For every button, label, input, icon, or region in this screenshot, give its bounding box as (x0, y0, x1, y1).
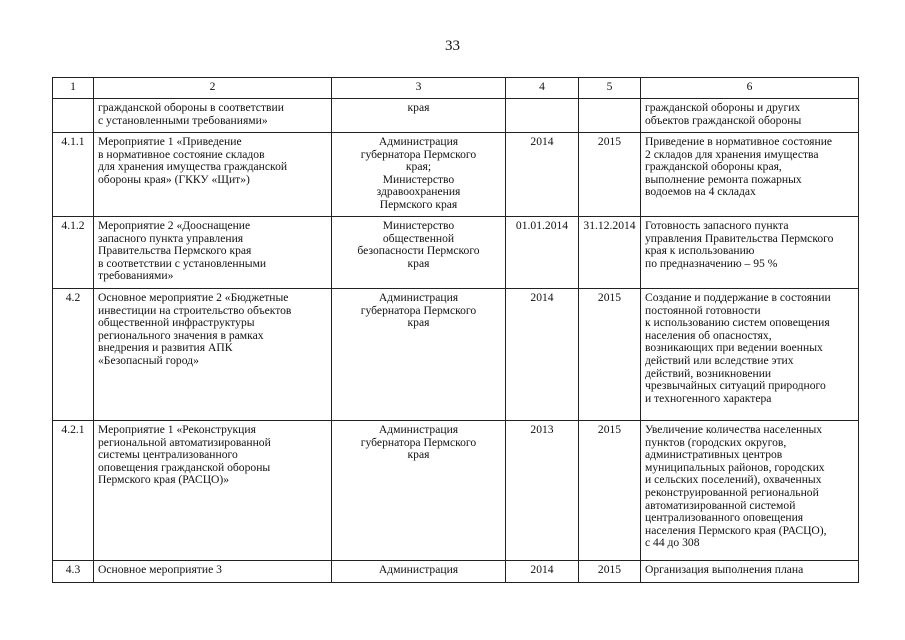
start-date-cell: 2014 (506, 561, 579, 583)
name-line: гражданской обороны в соответствии (98, 101, 284, 114)
expected-result-cell (641, 217, 859, 289)
measure-name-cell (94, 99, 332, 133)
result-line: возникающих при ведении военных (645, 341, 823, 355)
page-number: 33 (445, 38, 460, 54)
name-line: Пермского края (РАСЦО)» (98, 473, 230, 487)
executor-cell (332, 561, 506, 583)
executor-cell (332, 421, 506, 561)
result-line: Организация выполнения плана (645, 563, 804, 576)
executor-line: края (407, 448, 430, 462)
expected-result-cell (641, 421, 859, 561)
start-date-cell: 2014 (506, 133, 579, 217)
measure-number-cell: 4.2.1 (53, 421, 94, 561)
result-line: 2 складов для хранения имущества (645, 147, 819, 161)
program-measures-table (52, 77, 859, 583)
header-cell-3: 3 (332, 78, 506, 99)
name-line: общественной инфраструктуры (98, 316, 255, 330)
table-row (53, 133, 859, 217)
executor-line: общественной (382, 231, 455, 245)
result-line: населения об опасностях, (645, 328, 772, 342)
result-line: автоматизированной системой (645, 498, 796, 512)
name-line: «Безопасный город» (98, 353, 199, 367)
result-line: действий или вследствие этих (645, 353, 794, 367)
executor-line: Администрация (378, 291, 459, 304)
name-line: инвестиции на строительство объектов (98, 303, 292, 317)
expected-result-cell (641, 133, 859, 217)
name-line: Основное мероприятие 3 (98, 563, 222, 576)
table-row (53, 289, 859, 421)
result-line: пунктов (городских округов, (645, 435, 787, 449)
executor-line: Министерство (382, 172, 455, 186)
header-cell-5: 5 (579, 78, 641, 99)
end-date-cell: 31.12.2014 (579, 217, 641, 289)
result-line: населения Пермского края (РАСЦО), (645, 523, 827, 537)
result-line: чрезвычайных ситуаций природного (645, 379, 826, 393)
measure-name-cell (94, 561, 332, 583)
name-line: обороны края» (ГККУ «Щит») (98, 172, 250, 186)
result-line: с 44 до 308 (645, 536, 700, 550)
result-line: административных центров (645, 448, 783, 462)
result-line: централизованного оповещения (645, 511, 804, 525)
measure-number-cell (53, 99, 94, 133)
measure-number-cell: 4.1.2 (53, 217, 94, 289)
executor-line: губернатора Пермского (360, 147, 477, 161)
result-line: и сельских поселений), охваченных (645, 473, 822, 487)
table-row (53, 217, 859, 289)
result-line: водоемов на 4 складах (645, 185, 756, 199)
table-row (53, 561, 859, 583)
executor-line: губернатора Пермского (360, 435, 477, 449)
end-date-cell (579, 99, 641, 133)
expected-result-cell (641, 561, 859, 583)
executor-cell (332, 217, 506, 289)
header-cell-4: 4 (506, 78, 579, 99)
measure-number-cell: 4.2 (53, 289, 94, 421)
result-line: Создание и поддержание в состоянии (645, 291, 831, 304)
start-date-cell: 2014 (506, 289, 579, 421)
name-line: регионального значения в рамках (98, 328, 264, 342)
start-date-cell: 01.01.2014 (506, 217, 579, 289)
name-line: системы централизованного (98, 448, 238, 462)
result-line: объектов гражданской обороны (645, 113, 802, 127)
result-line: управления Правительства Пермского (645, 231, 834, 245)
name-line: внедрения и развития АПК (98, 341, 233, 355)
end-date-cell: 2015 (579, 289, 641, 421)
executor-line: здравоохранения (376, 185, 461, 199)
name-line: региональной автоматизированной (98, 435, 271, 449)
name-line: Мероприятие 2 «Дооснащение (98, 219, 251, 232)
header-cell-6: 6 (641, 78, 859, 99)
measure-number-cell: 4.1.1 (53, 133, 94, 217)
header-cell-1: 1 (53, 78, 94, 99)
executor-line: безопасности Пермского (357, 244, 480, 258)
expected-result-cell (641, 289, 859, 421)
result-line: по предназначению – 95 % (645, 256, 778, 270)
result-line: постоянной готовности (645, 303, 761, 317)
result-line: и техногенного характера (645, 391, 772, 405)
result-line: Приведение в нормативное состояние (645, 135, 833, 148)
measure-name-cell (94, 217, 332, 289)
executor-cell (332, 133, 506, 217)
result-line: края к использованию (645, 244, 755, 258)
name-line: запасного пункта управления (98, 231, 244, 245)
executor-line: края (407, 101, 430, 114)
start-date-cell: 2013 (506, 421, 579, 561)
name-line: с установленными требованиями» (98, 113, 268, 127)
result-line: муниципальных районов, городских (645, 460, 825, 474)
executor-line: края (407, 256, 430, 270)
table-header-row (53, 78, 859, 99)
end-date-cell: 2015 (579, 133, 641, 217)
end-date-cell: 2015 (579, 561, 641, 583)
name-line: оповещения гражданской обороны (98, 460, 271, 474)
name-line: для хранения имущества гражданской (98, 160, 288, 174)
name-line: Мероприятие 1 «Приведение (98, 135, 242, 148)
measure-number-cell: 4.3 (53, 561, 94, 583)
executor-cell (332, 289, 506, 421)
result-line: действий, возникновении (645, 366, 772, 380)
start-date-cell (506, 99, 579, 133)
name-line: Мероприятие 1 «Реконструкция (98, 423, 256, 436)
name-line: в соответствии с установленными (98, 256, 267, 270)
result-line: реконструированной региональной (645, 485, 819, 499)
measure-name-cell (94, 289, 332, 421)
executor-line: края (407, 316, 430, 330)
executor-line: Министерство (382, 219, 455, 232)
name-line: Основное мероприятие 2 «Бюджетные (98, 291, 289, 304)
executor-line: Пермского края (379, 197, 458, 211)
result-line: к использованию систем оповещения (645, 316, 830, 330)
name-line: требованиями» (98, 269, 174, 283)
result-line: гражданской обороны края, (645, 160, 782, 174)
executor-line: Администрация (378, 563, 459, 576)
name-line: Правительства Пермского края (98, 244, 252, 258)
table-row (53, 99, 859, 133)
measure-name-cell (94, 421, 332, 561)
executor-line: края; (405, 160, 432, 174)
header-cell-2: 2 (94, 78, 332, 99)
result-line: Готовность запасного пункта (645, 219, 789, 232)
end-date-cell: 2015 (579, 421, 641, 561)
executor-cell (332, 99, 506, 133)
executor-line: Администрация (378, 135, 459, 148)
expected-result-cell (641, 99, 859, 133)
executor-line: губернатора Пермского (360, 303, 477, 317)
result-line: гражданской обороны и других (645, 101, 801, 114)
name-line: в нормативное состояние складов (98, 147, 265, 161)
executor-line: Администрация (378, 423, 459, 436)
result-line: Увеличение количества населенных (645, 423, 823, 436)
result-line: выполнение ремонта пожарных (645, 172, 802, 186)
table-row (53, 421, 859, 561)
measure-name-cell (94, 133, 332, 217)
